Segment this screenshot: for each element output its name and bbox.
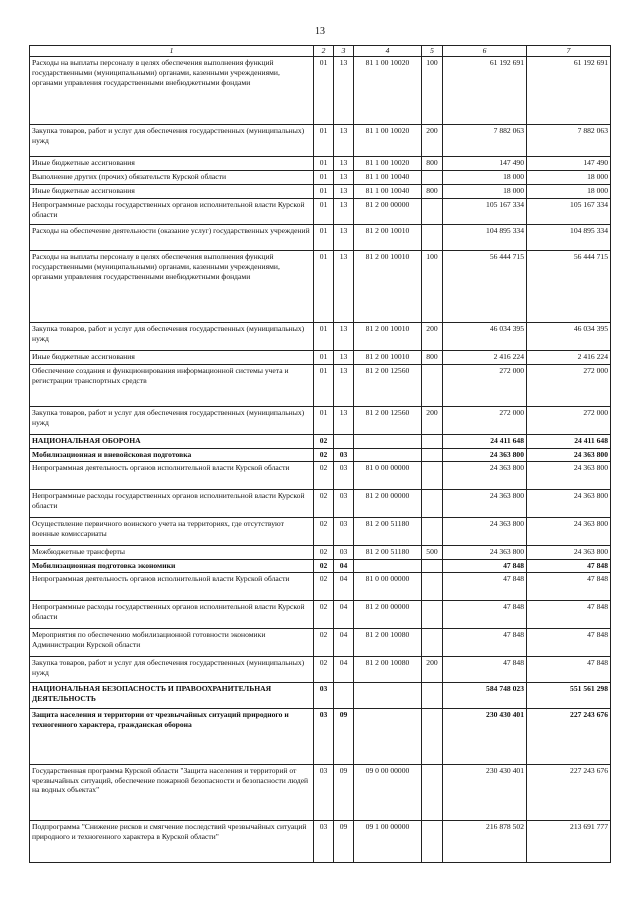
table-row — [30, 185, 611, 199]
subsection-cell: 13 — [334, 185, 354, 199]
name-cell: Выполнение других (прочих) обязательств Курской области — [30, 171, 314, 185]
subsection-cell: 13 — [334, 199, 354, 225]
amount-year2-cell: 47 848 — [527, 572, 611, 600]
amount-year2-cell: 24 363 800 — [527, 461, 611, 489]
name-cell: Мобилизационная подготовка экономики — [30, 559, 314, 572]
subsection-cell: 13 — [334, 251, 354, 323]
amount-year2-cell: 104 895 334 — [527, 225, 611, 251]
target-article-cell — [354, 708, 422, 764]
target-article-cell: 81 2 00 12560 — [354, 407, 422, 435]
target-article-cell: 81 2 00 10010 — [354, 225, 422, 251]
amount-year1-cell: 584 748 023 — [443, 682, 527, 708]
name-cell: Иные бюджетные ассигнования — [30, 157, 314, 171]
name-cell: Иные бюджетные ассигнования — [30, 185, 314, 199]
name-cell: Непрограммная деятельность органов исполнительной власти Курской области — [30, 572, 314, 600]
expense-type-cell: 100 — [422, 57, 443, 125]
name-cell: Закупка товаров, работ и услуг для обеспечения государственных (муниципальных) нужд — [30, 656, 314, 682]
amount-year2-cell: 56 444 715 — [527, 251, 611, 323]
page-number: 13 — [315, 26, 325, 37]
table-row — [30, 407, 611, 435]
target-article-cell: 81 2 00 00000 — [354, 489, 422, 517]
expense-type-cell: 100 — [422, 251, 443, 323]
table-row — [30, 600, 611, 628]
expense-type-cell — [422, 682, 443, 708]
target-article-cell: 81 1 00 10020 — [354, 125, 422, 157]
subsection-cell: 13 — [334, 365, 354, 407]
section-cell: 01 — [314, 171, 334, 185]
amount-year2-cell: 24 411 648 — [527, 435, 611, 449]
target-article-cell: 81 2 00 12560 — [354, 365, 422, 407]
amount-year1-cell: 272 000 — [443, 365, 527, 407]
section-cell: 01 — [314, 351, 334, 365]
section-cell: 01 — [314, 365, 334, 407]
section-cell: 01 — [314, 157, 334, 171]
amount-year2-cell: 47 848 — [527, 600, 611, 628]
table-row — [30, 323, 611, 351]
table-row — [30, 820, 611, 862]
table-row — [30, 489, 611, 517]
table-row — [30, 572, 611, 600]
amount-year1-cell: 272 000 — [443, 407, 527, 435]
amount-year1-cell: 61 192 691 — [443, 57, 527, 125]
expense-type-cell — [422, 764, 443, 820]
section-cell: 02 — [314, 435, 334, 449]
amount-year1-cell: 46 034 395 — [443, 323, 527, 351]
table-row — [30, 656, 611, 682]
amount-year2-cell: 47 848 — [527, 628, 611, 656]
section-cell: 02 — [314, 461, 334, 489]
table-row — [30, 171, 611, 185]
name-cell: Иные бюджетные ассигнования — [30, 351, 314, 365]
expense-type-cell: 200 — [422, 323, 443, 351]
subsection-cell: 13 — [334, 157, 354, 171]
amount-year2-cell: 272 000 — [527, 365, 611, 407]
name-cell: Закупка товаров, работ и услуг для обеспечения государственных (муниципальных) нужд — [30, 125, 314, 157]
expense-type-cell — [422, 489, 443, 517]
expense-type-cell — [422, 435, 443, 449]
expense-type-cell — [422, 572, 443, 600]
subsection-cell: 13 — [334, 407, 354, 435]
subsection-cell: 04 — [334, 559, 354, 572]
expense-type-cell: 200 — [422, 125, 443, 157]
name-cell: Обеспечение создания и функционирования информационной системы учета и регистрации транспортных средств — [30, 365, 314, 407]
header-col-7: 7 — [527, 46, 611, 57]
subsection-cell: 04 — [334, 656, 354, 682]
expense-type-cell — [422, 820, 443, 862]
subsection-cell — [334, 682, 354, 708]
amount-year2-cell: 2 416 224 — [527, 351, 611, 365]
amount-year1-cell: 47 848 — [443, 572, 527, 600]
header-col-3: 3 — [334, 46, 354, 57]
target-article-cell: 81 1 00 10020 — [354, 157, 422, 171]
name-cell: Осуществление первичного воинского учета на территориях, где отсутствуют военные комиссариаты — [30, 517, 314, 545]
section-cell: 03 — [314, 682, 334, 708]
section-cell: 03 — [314, 820, 334, 862]
amount-year1-cell: 18 000 — [443, 171, 527, 185]
table-row — [30, 517, 611, 545]
table-row — [30, 199, 611, 225]
name-cell: Защита населения и территории от чрезвычайных ситуаций природного и техногенного характера, гражданская оборона — [30, 708, 314, 764]
table-row — [30, 225, 611, 251]
amount-year1-cell: 7 882 063 — [443, 125, 527, 157]
table-header-row — [30, 46, 611, 57]
subsection-cell: 04 — [334, 628, 354, 656]
target-article-cell — [354, 435, 422, 449]
amount-year2-cell: 46 034 395 — [527, 323, 611, 351]
amount-year1-cell: 24 363 800 — [443, 545, 527, 559]
name-cell: Непрограммные расходы государственных органов исполнительной власти Курской области — [30, 600, 314, 628]
header-col-2: 2 — [314, 46, 334, 57]
target-article-cell: 81 1 00 10040 — [354, 171, 422, 185]
target-article-cell: 81 1 00 10020 — [354, 57, 422, 125]
name-cell: Государственная программа Курской области "Защита населения и территорий от чрезвычайных ситуаций, обеспечение пожарной безопасности и безопасности людей на водных объектах" — [30, 764, 314, 820]
section-cell: 01 — [314, 407, 334, 435]
amount-year2-cell: 24 363 800 — [527, 489, 611, 517]
table-row — [30, 708, 611, 764]
target-article-cell — [354, 559, 422, 572]
expense-type-cell — [422, 461, 443, 489]
name-cell: НАЦИОНАЛЬНАЯ БЕЗОПАСНОСТЬ И ПРАВООХРАНИТЕЛЬНАЯ ДЕЯТЕЛЬНОСТЬ — [30, 682, 314, 708]
section-cell: 02 — [314, 517, 334, 545]
amount-year1-cell: 47 848 — [443, 600, 527, 628]
target-article-cell: 09 0 00 00000 — [354, 764, 422, 820]
table-row — [30, 125, 611, 157]
name-cell: Непрограммные расходы государственных органов исполнительной власти Курской области — [30, 199, 314, 225]
name-cell: Межбюджетные трансферты — [30, 545, 314, 559]
subsection-cell: 09 — [334, 820, 354, 862]
name-cell: Расходы на выплаты персоналу в целях обеспечения выполнения функций государственными (муниципальными) органами, казенными учреждениями, органами управления государственными внебюджетными фондами — [30, 57, 314, 125]
expense-type-cell — [422, 628, 443, 656]
table-row — [30, 764, 611, 820]
target-article-cell: 81 2 00 10010 — [354, 351, 422, 365]
subsection-cell: 13 — [334, 125, 354, 157]
amount-year1-cell: 24 363 800 — [443, 461, 527, 489]
amount-year2-cell: 227 243 676 — [527, 764, 611, 820]
name-cell: Закупка товаров, работ и услуг для обеспечения государственных (муниципальных) нужд — [30, 407, 314, 435]
expense-type-cell: 800 — [422, 185, 443, 199]
amount-year2-cell: 24 363 800 — [527, 517, 611, 545]
expense-type-cell — [422, 559, 443, 572]
table-row — [30, 449, 611, 462]
table-row — [30, 461, 611, 489]
header-col-5: 5 — [422, 46, 443, 57]
section-cell: 01 — [314, 185, 334, 199]
amount-year2-cell: 24 363 800 — [527, 449, 611, 462]
table-row — [30, 559, 611, 572]
subsection-cell: 03 — [334, 449, 354, 462]
target-article-cell: 81 2 00 10010 — [354, 323, 422, 351]
section-cell: 02 — [314, 572, 334, 600]
section-cell: 01 — [314, 125, 334, 157]
target-article-cell: 81 2 00 10010 — [354, 251, 422, 323]
subsection-cell: 13 — [334, 171, 354, 185]
expense-type-cell: 800 — [422, 351, 443, 365]
target-article-cell: 81 1 00 10040 — [354, 185, 422, 199]
name-cell: Непрограммная деятельность органов исполнительной власти Курской области — [30, 461, 314, 489]
amount-year1-cell: 105 167 334 — [443, 199, 527, 225]
name-cell: Расходы на выплаты персоналу в целях обеспечения выполнения функций государственными (муниципальными) органами, казенными учреждениями, органами управления государственными внебюджетными фондами — [30, 251, 314, 323]
table-row — [30, 545, 611, 559]
table-row — [30, 628, 611, 656]
subsection-cell: 03 — [334, 461, 354, 489]
name-cell: Подпрограмма "Снижение рисков и смягчение последствий чрезвычайных ситуаций природного и техногенного характера в Курской области" — [30, 820, 314, 862]
section-cell: 03 — [314, 764, 334, 820]
section-cell: 01 — [314, 199, 334, 225]
amount-year1-cell: 24 411 648 — [443, 435, 527, 449]
header-col-1: 1 — [30, 46, 314, 57]
name-cell: Мобилизационная и вневойсковая подготовка — [30, 449, 314, 462]
table-row — [30, 435, 611, 449]
name-cell: Непрограммные расходы государственных органов исполнительной власти Курской области — [30, 489, 314, 517]
expense-type-cell: 200 — [422, 656, 443, 682]
amount-year1-cell: 47 848 — [443, 559, 527, 572]
table-row — [30, 365, 611, 407]
amount-year2-cell: 18 000 — [527, 171, 611, 185]
amount-year2-cell: 47 848 — [527, 656, 611, 682]
amount-year2-cell: 24 363 800 — [527, 545, 611, 559]
target-article-cell — [354, 449, 422, 462]
table-row — [30, 351, 611, 365]
header-col-4: 4 — [354, 46, 422, 57]
target-article-cell: 81 2 00 00000 — [354, 199, 422, 225]
section-cell: 02 — [314, 449, 334, 462]
subsection-cell: 13 — [334, 225, 354, 251]
expense-type-cell — [422, 171, 443, 185]
section-cell: 02 — [314, 600, 334, 628]
budget-table — [29, 45, 611, 863]
expense-type-cell: 800 — [422, 157, 443, 171]
expense-type-cell — [422, 199, 443, 225]
amount-year1-cell: 230 430 401 — [443, 708, 527, 764]
target-article-cell: 81 0 00 00000 — [354, 461, 422, 489]
header-col-6: 6 — [443, 46, 527, 57]
subsection-cell: 03 — [334, 517, 354, 545]
expense-type-cell — [422, 449, 443, 462]
name-cell: Закупка товаров, работ и услуг для обеспечения государственных (муниципальных) нужд — [30, 323, 314, 351]
amount-year1-cell: 216 878 502 — [443, 820, 527, 862]
amount-year1-cell: 18 000 — [443, 185, 527, 199]
amount-year1-cell: 56 444 715 — [443, 251, 527, 323]
amount-year1-cell: 24 363 800 — [443, 449, 527, 462]
amount-year1-cell: 24 363 800 — [443, 517, 527, 545]
target-article-cell: 81 0 00 00000 — [354, 572, 422, 600]
amount-year1-cell: 47 848 — [443, 656, 527, 682]
subsection-cell: 04 — [334, 600, 354, 628]
expense-type-cell — [422, 517, 443, 545]
expense-type-cell: 200 — [422, 407, 443, 435]
expense-type-cell — [422, 225, 443, 251]
section-cell: 02 — [314, 559, 334, 572]
name-cell: Расходы на обеспечение деятельности (оказание услуг) государственных учреждений — [30, 225, 314, 251]
amount-year1-cell: 230 430 401 — [443, 764, 527, 820]
target-article-cell: 09 1 00 00000 — [354, 820, 422, 862]
name-cell: Мероприятия по обеспечению мобилизационной готовности экономики Администрации Курской области — [30, 628, 314, 656]
amount-year2-cell: 272 000 — [527, 407, 611, 435]
amount-year2-cell: 213 691 777 — [527, 820, 611, 862]
subsection-cell: 04 — [334, 572, 354, 600]
amount-year2-cell: 551 561 298 — [527, 682, 611, 708]
expense-type-cell — [422, 708, 443, 764]
section-cell: 01 — [314, 323, 334, 351]
section-cell: 01 — [314, 57, 334, 125]
amount-year1-cell: 147 490 — [443, 157, 527, 171]
name-cell: НАЦИОНАЛЬНАЯ ОБОРОНА — [30, 435, 314, 449]
amount-year2-cell: 7 882 063 — [527, 125, 611, 157]
subsection-cell: 09 — [334, 708, 354, 764]
subsection-cell: 03 — [334, 489, 354, 517]
section-cell: 01 — [314, 251, 334, 323]
amount-year2-cell: 18 000 — [527, 185, 611, 199]
subsection-cell — [334, 435, 354, 449]
subsection-cell: 09 — [334, 764, 354, 820]
expense-type-cell — [422, 365, 443, 407]
table-row — [30, 682, 611, 708]
amount-year1-cell: 104 895 334 — [443, 225, 527, 251]
section-cell: 02 — [314, 489, 334, 517]
target-article-cell: 81 2 00 10080 — [354, 628, 422, 656]
subsection-cell: 13 — [334, 351, 354, 365]
table-row — [30, 157, 611, 171]
subsection-cell: 13 — [334, 323, 354, 351]
amount-year2-cell: 147 490 — [527, 157, 611, 171]
target-article-cell — [354, 682, 422, 708]
expense-type-cell — [422, 600, 443, 628]
amount-year1-cell: 2 416 224 — [443, 351, 527, 365]
amount-year2-cell: 105 167 334 — [527, 199, 611, 225]
table-row — [30, 251, 611, 323]
expense-type-cell: 500 — [422, 545, 443, 559]
target-article-cell: 81 2 00 51180 — [354, 545, 422, 559]
section-cell: 03 — [314, 708, 334, 764]
target-article-cell: 81 2 00 51180 — [354, 517, 422, 545]
target-article-cell: 81 2 00 00000 — [354, 600, 422, 628]
amount-year2-cell: 61 192 691 — [527, 57, 611, 125]
amount-year2-cell: 47 848 — [527, 559, 611, 572]
target-article-cell: 81 2 00 10080 — [354, 656, 422, 682]
section-cell: 02 — [314, 628, 334, 656]
subsection-cell: 03 — [334, 545, 354, 559]
amount-year1-cell: 24 363 800 — [443, 489, 527, 517]
section-cell: 02 — [314, 545, 334, 559]
amount-year2-cell: 227 243 676 — [527, 708, 611, 764]
subsection-cell: 13 — [334, 57, 354, 125]
table-row — [30, 57, 611, 125]
amount-year1-cell: 47 848 — [443, 628, 527, 656]
section-cell: 01 — [314, 225, 334, 251]
section-cell: 02 — [314, 656, 334, 682]
